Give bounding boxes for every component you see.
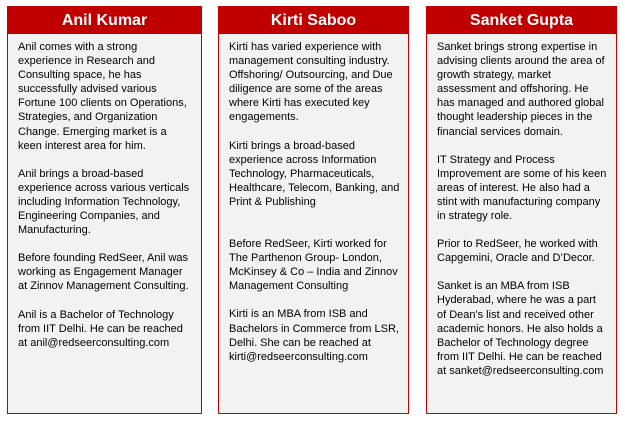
profile-name-header: Anil Kumar bbox=[8, 7, 201, 34]
profile-name-header: Kirti Saboo bbox=[219, 7, 408, 34]
bio-paragraph: Kirti brings a broad-based experience across Information Technology, Pharmaceuticals, Healthcare, Telecom, Banking, and Print & Publishing bbox=[229, 139, 400, 208]
bio-paragraph: IT Strategy and Process Improvement are some of his keen areas of interest. He also had a stint with manufacturing company in strategy role. bbox=[437, 153, 607, 223]
profile-bio bbox=[219, 34, 408, 364]
bio-paragraph: Kirti has varied experience with management consulting industry. Offshoring/ Outsourcing, and Due diligence are some of the areas where Kirti has executed key engagements. bbox=[229, 41, 393, 124]
bio-paragraph: Anil is a Bachelor of Technology from IIT Delhi. He can be reached at anil@redseerconsulting.com bbox=[18, 308, 183, 349]
profile-bio bbox=[8, 34, 201, 350]
profile-name-header: Sanket Gupta bbox=[427, 7, 616, 34]
profile-card-sanket-gupta bbox=[426, 6, 617, 414]
profile-card-anil-kumar bbox=[7, 6, 202, 414]
bio-paragraph: Prior to RedSeer, he worked with Capgemini, Oracle and D’Decor. bbox=[437, 238, 598, 265]
bio-paragraph: Before founding RedSeer, Anil was working as Engagement Manager at Zinnov Management Consulting. bbox=[18, 252, 189, 293]
bio-paragraph: Sanket brings strong expertise in advising clients around the area of growth strategy, market assessment and offshoring. He has managed and authored global thought leadership pieces in the financial services domain. bbox=[437, 41, 605, 138]
profile-bio bbox=[427, 34, 616, 378]
bio-paragraph: Before RedSeer, Kirti worked for The Parthenon Group- London, McKinsey & Co – India and Zinnov Management Consulting bbox=[229, 238, 398, 293]
bio-paragraph: Anil comes with a strong experience in Research and Consulting space, he has successfully advised various Fortune 100 clients on Operations, Strategies, and Organization Change. Emerging market is a keen interest area for him. bbox=[18, 41, 187, 152]
profile-card-kirti-saboo bbox=[218, 6, 409, 414]
bio-paragraph: Kirti is an MBA from ISB and Bachelors in Commerce from LSR, Delhi. She can be reached at kirti@redseerconsulting.com bbox=[229, 308, 399, 363]
bio-paragraph: Sanket is an MBA from ISB Hyderabad, where he was a part of Dean's list and received other academic honors. He also holds a Bachelor of Technology degree from IIT Delhi. He can be reached at sanket@redseerconsulting.com bbox=[437, 280, 604, 377]
bio-paragraph: Anil brings a broad-based experience across various verticals including Information Technology, Engineering Companies, and Manufacturing. bbox=[18, 167, 190, 237]
